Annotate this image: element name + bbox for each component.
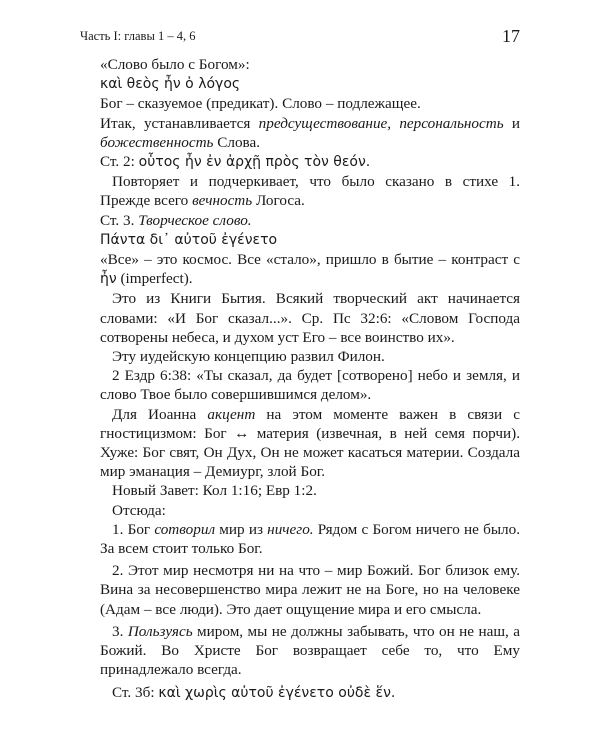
italic-term: вечность xyxy=(192,192,253,210)
text-span: (imperfect). xyxy=(116,270,193,288)
greek-text: Πάντα δι᾽ αὐτοῦ ἐγένετο xyxy=(100,231,278,248)
greek-text: οὗτος ἦν ἐν ἀρχῇ πρὸς τὸν θεόν. xyxy=(138,154,371,171)
paragraph-4 xyxy=(100,114,520,152)
list-item-1 xyxy=(100,520,520,558)
italic-term: ничего. xyxy=(267,520,314,538)
text-span: 2 Ездр 6:38: «Ты сказал, да будет [сотворено] небо и земля, и слово Твое было совершившимся делом». xyxy=(100,367,520,404)
verse-label: Ст. 2: xyxy=(100,153,139,171)
greek-line-2 xyxy=(100,230,520,250)
text-span: на этом моменте важен в связи с гностицизмом: Бог ↔ материя (извечная, в ней семя порчи). Хуже: Бог свят, Он Дух, Он не может касаться материи. Создала мир эманация – Демиург, злой Бог. xyxy=(100,405,520,481)
italic-term: Творческое слово. xyxy=(138,211,252,229)
paragraph-12 xyxy=(100,366,520,404)
text-span: 3. xyxy=(112,622,128,640)
list-item-3 xyxy=(100,622,520,680)
paragraph-6 xyxy=(100,172,520,210)
paragraph-15 xyxy=(100,501,520,520)
text-span: 2. Этот мир несмотря ни на что – мир Божий. Бог близок ему. Вина за несовершенство мира лежит не на Боге, но на человеке (Адам – все люди). Это дает ощущение мира и его смысла. xyxy=(100,562,520,618)
text-span: Новый Завет: Кол 1:16; Евр 1:2. xyxy=(112,482,317,500)
list-item-2 xyxy=(100,561,520,619)
text-span: «Все» – это космос. Все «стало», пришло в бытие – контраст с xyxy=(100,251,520,269)
text-span: Слова. xyxy=(213,133,261,151)
running-title: Часть I: главы 1 – 4, 6 xyxy=(80,29,196,43)
verse-3b-line xyxy=(100,683,520,703)
italic-term: предсуществование, персональность xyxy=(258,114,504,132)
text-span: «Слово было с Богом»: xyxy=(100,56,250,73)
greek-text: καὶ θεὸς ἦν ὁ λόγος xyxy=(100,76,241,93)
italic-term: сотворил xyxy=(154,520,216,538)
italic-term: акцент xyxy=(207,405,256,423)
text-span: мир из xyxy=(215,520,268,538)
italic-term: Пользуясь xyxy=(127,622,193,640)
italic-term: божественность xyxy=(100,133,214,151)
running-head xyxy=(80,26,520,48)
text-span: Отсюда: xyxy=(112,501,166,519)
text-span: Эту иудейскую концепцию развил Филон. xyxy=(112,348,385,366)
greek-text: ἦν xyxy=(100,271,117,288)
paragraph-10 xyxy=(100,289,520,347)
text-span: Это из Книги Бытия. Всякий творческий акт начинается словами: «И Бог сказал...». Ср. Пс 32:6: «Словом Господа сотворены небеса, и духом уст Его – все воинство их». xyxy=(100,290,520,346)
verse-label: Ст. 3б: xyxy=(112,683,159,701)
text-span: Рядом с Богом ничего не было. За всем стоит только Бог. xyxy=(100,520,520,558)
paragraph-3 xyxy=(100,94,520,113)
verse-3-heading xyxy=(100,211,520,230)
greek-line-1 xyxy=(100,74,520,94)
verse-label: Ст. 3. xyxy=(100,211,139,229)
text-span: Для Иоанна xyxy=(112,405,208,423)
paragraph-1 xyxy=(100,55,520,74)
text-span: 1. Бог xyxy=(112,520,155,538)
paragraph-9 xyxy=(100,250,520,289)
page-number: 17 xyxy=(502,26,520,46)
paragraph-13 xyxy=(100,405,520,482)
text-span: Повторяет и подчеркивает, что было сказано в стихе 1. Прежде всего xyxy=(100,173,520,210)
greek-text: καὶ χωρὶς αὐτοῦ ἐγένετο οὐδὲ ἕν. xyxy=(158,684,396,701)
text-span: Итак, устанавливается xyxy=(100,114,259,132)
verse-2-line xyxy=(100,152,520,172)
page-body xyxy=(100,55,520,703)
paragraph-11 xyxy=(100,347,520,366)
text-span: Логоса. xyxy=(252,192,305,210)
text-span: Бог – сказуемое (предикат). Слово – подлежащее. xyxy=(100,95,421,113)
paragraph-14 xyxy=(100,481,520,500)
text-span: и xyxy=(503,114,520,132)
text-span: миром, мы не должны забывать, что он не наш, а Божий. Во Христе Бог возвращает себе то, что Ему принадлежало всегда. xyxy=(100,622,521,679)
